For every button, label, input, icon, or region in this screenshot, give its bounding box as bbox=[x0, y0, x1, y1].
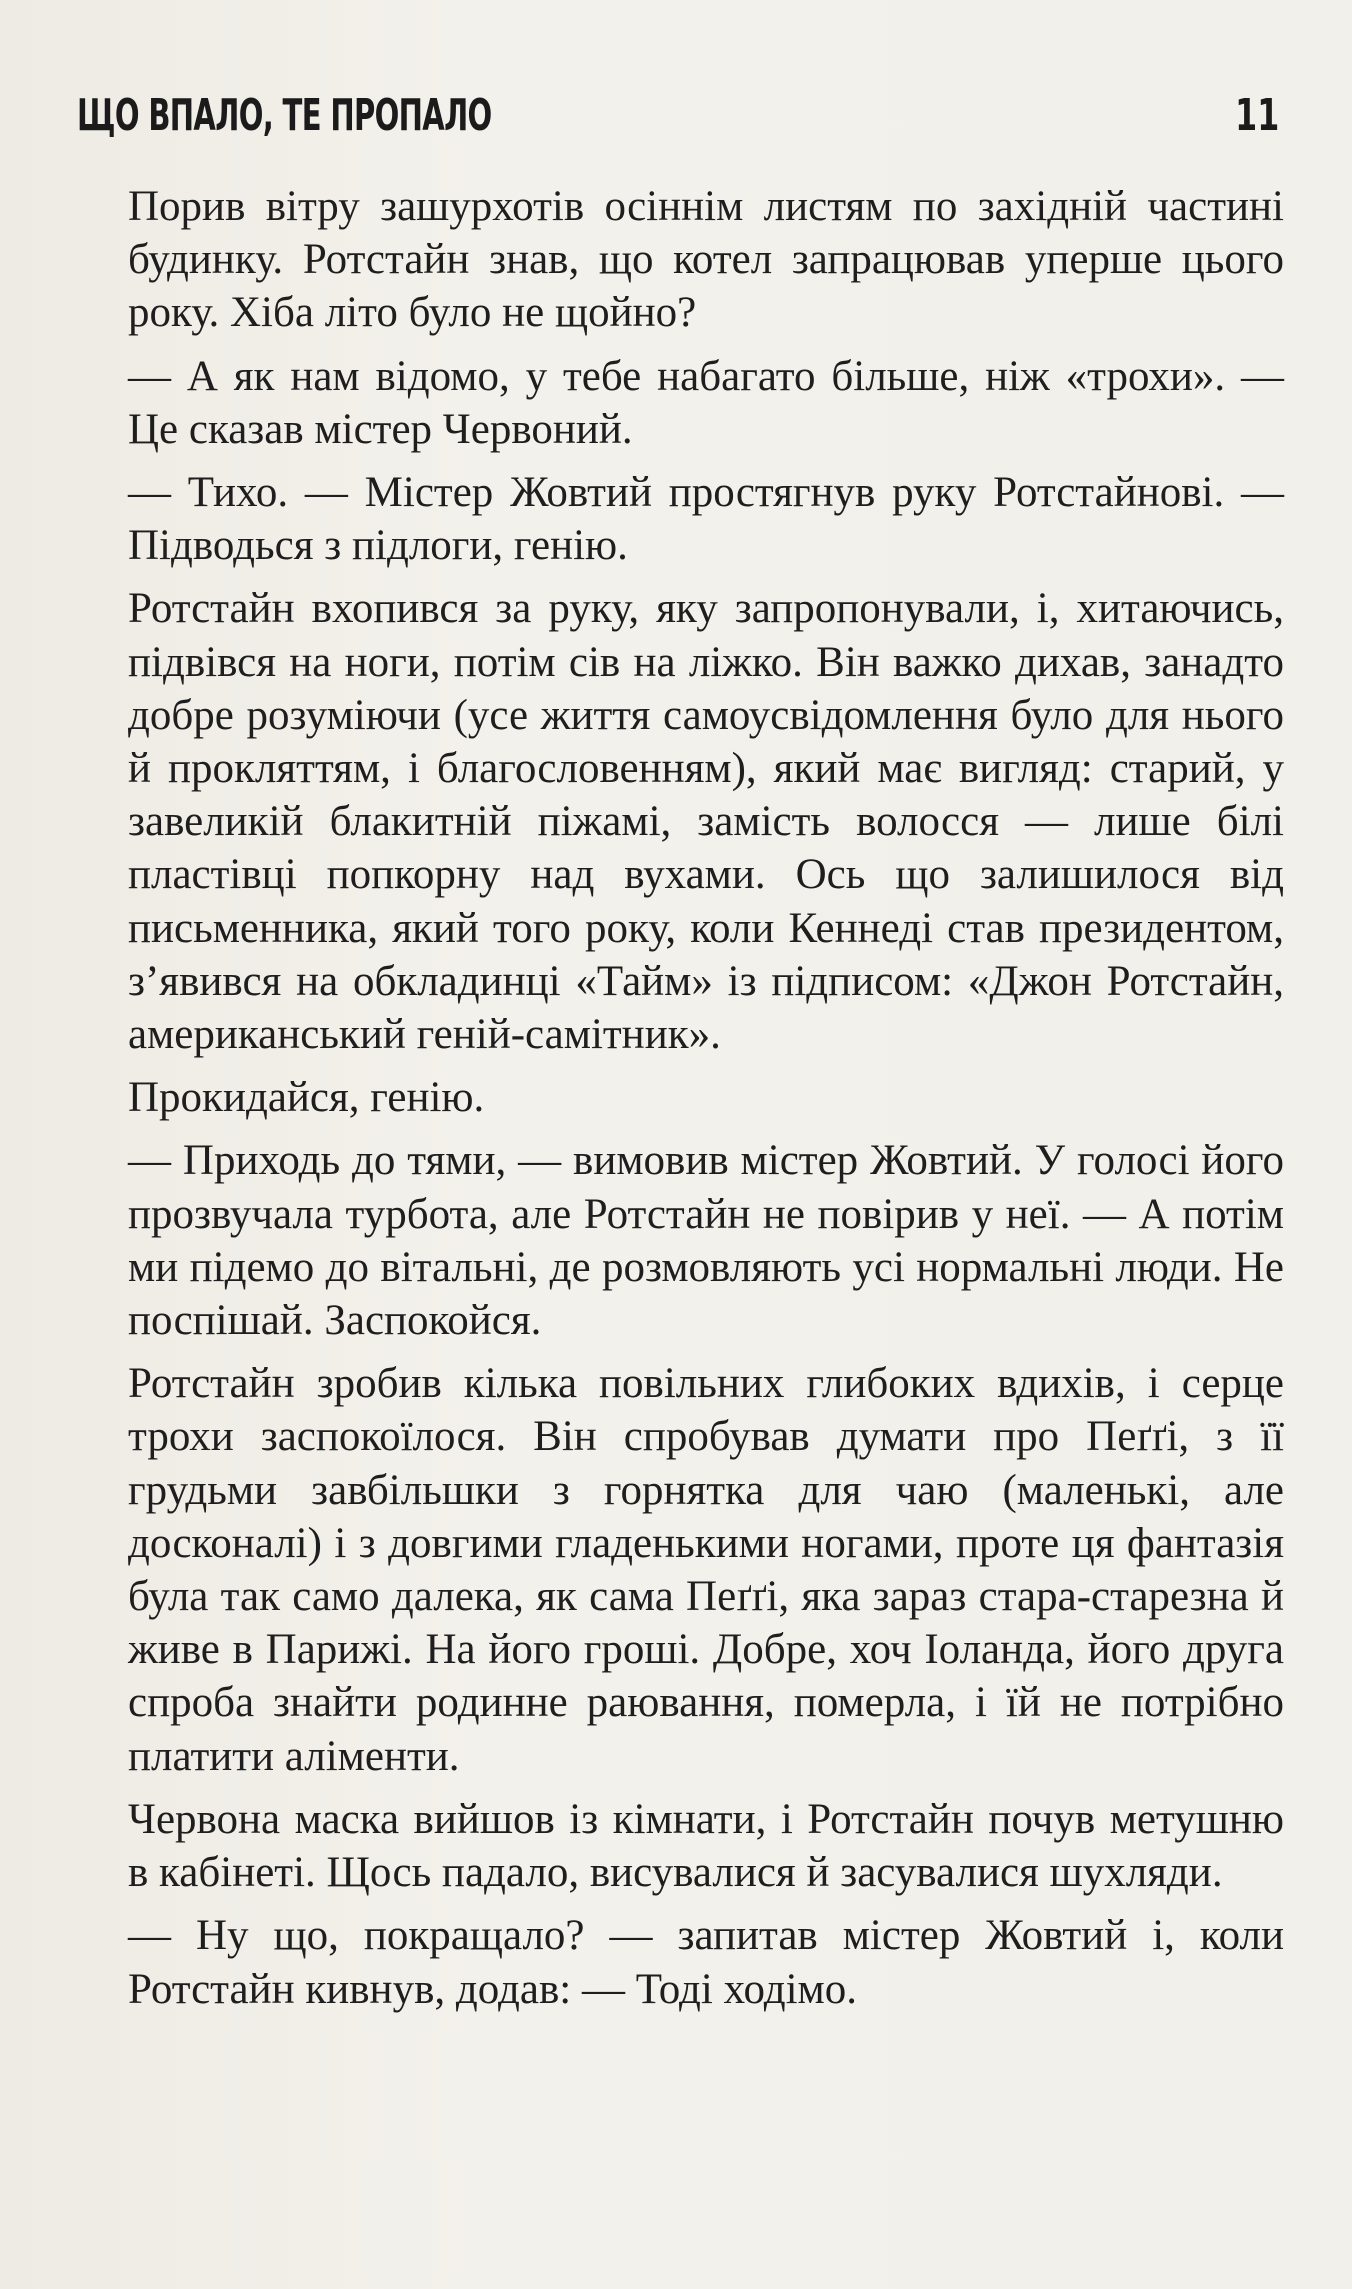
paragraph: Прокидайся, генію. bbox=[128, 1074, 485, 1122]
paragraph: Червона маска вийшов із кімнати, і Ротстайн почув метушню в кабінеті. Щось падало, висувалися й засувалися шухляди. bbox=[128, 1795, 1284, 1897]
paragraph: Порив вітру зашурхотів осіннім листям по західній частині будинку. Ротстайн знав, що котел запрацював уперше цього року. Хіба літо було не щойно? bbox=[128, 183, 1284, 337]
page-number: 11 bbox=[1234, 90, 1279, 141]
body-text bbox=[128, 180, 1284, 2026]
page-header bbox=[77, 88, 1279, 148]
paragraph: — А як нам відомо, у тебе набагато більше, ніж «трохи». — Це сказав містер Червоний. bbox=[128, 352, 1284, 453]
paragraph: Ротстайн вхопився за руку, яку запропонували, і, хитаючись, підвівся на ноги, потім сів на ліжко. Він важко дихав, занадто добре розуміючи (усе життя самоусвідомлення було для нього й прокляттям, і благословенням), який має вигляд: старий, у завеликій блакитній піжамі, замість волосся — лише білі пластівці попкорну над вухами. Ось що залишилося від письменника, який того року, коли Кеннеді став президентом, з’явився на обкладинці «Тайм» із підписом: «Джон Ротстайн, американський геній-самітник». bbox=[128, 585, 1284, 1059]
paragraph: — Ну що, покращало? — запитав містер Жовтий і, коли Ротстайн кивнув, додав: — Тоді ходімо. bbox=[128, 1912, 1284, 2013]
paragraph: — Приходь до тями, — вимовив містер Жовтий. У голосі його прозвучала турбота, але Ротстайн не повірив у неї. — А потім ми підемо до вітальні, де розмовляють усі нормальні люди. Не поспішай. Заспокойся. bbox=[128, 1137, 1284, 1345]
paragraph: Ротстайн зробив кілька повільних глибоких вдихів, і серце трохи заспокоїлося. Він спробував думати про Пеґґі, з її грудьми завбільшки з горнятка для чаю (маленькі, але досконалі) і з довгими гладенькими ногами, проте ця фантазія була так само далека, як сама Пеґґі, яка зараз стара-старезна й живе в Парижі. На його гроші. Добре, хоч Іоланда, його друга спроба знайти родинне раювання, померла, і їй не потрібно платити аліменти. bbox=[128, 1360, 1284, 1780]
running-title: ЩО ВПАЛО, ТЕ ПРОПАЛО bbox=[77, 90, 492, 141]
paragraph: — Тихо. — Містер Жовтий простягнув руку Ротстайнові. — Підводься з підлоги, генію. bbox=[128, 469, 1284, 570]
